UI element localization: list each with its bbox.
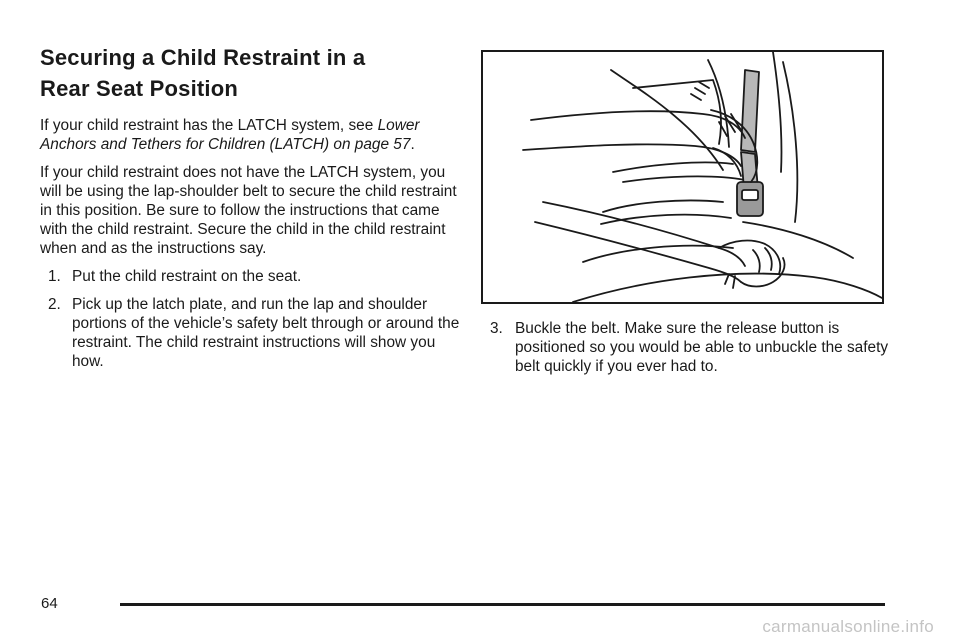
right-column (490, 319, 910, 385)
step-number: 2. (48, 296, 61, 313)
page-number: 64 (41, 595, 58, 612)
latch-cross-reference: Lower Anchors and Tethers for Children (LATCH) on page 57 (40, 117, 420, 153)
step-3 (490, 319, 910, 376)
step-2 (40, 295, 460, 371)
seat-belt-illustration (481, 50, 884, 304)
step-1 (40, 267, 460, 286)
left-column (40, 42, 460, 380)
step-text: Pick up the latch plate, and run the lap and shoulder portions of the vehicle’s safety belt through or around the restraint. The child restraint instructions will show you how. (72, 296, 460, 370)
watermark: carmanualsonline.info (762, 617, 934, 636)
step-text: Put the child restraint on the seat. (72, 268, 302, 285)
section-title-line-1: Securing a Child Restraint in a (40, 45, 366, 70)
step-number: 1. (48, 268, 61, 285)
footer-divider (120, 603, 885, 606)
buckling-seat-belt-icon (483, 52, 882, 302)
intro-paragraph-latch (40, 116, 460, 154)
intro-period: . (410, 136, 415, 153)
intro-text: If your child restraint has the LATCH system, see (40, 117, 378, 134)
step-text: Buckle the belt. Make sure the release button is positioned so you would be able to unbuckle the safety belt quickly if you ever had to. (515, 320, 889, 375)
section-title (40, 42, 460, 104)
intro-paragraph-no-latch: If your child restraint does not have the LATCH system, you will be using the lap-shoulder belt to secure the child restraint in this position. Be sure to follow the instructions that came with the child restraint. Secure the child in the child restraint when and as the instructions say. (40, 164, 457, 257)
section-title-line-2: Rear Seat Position (40, 76, 238, 101)
step-number: 3. (490, 320, 503, 337)
